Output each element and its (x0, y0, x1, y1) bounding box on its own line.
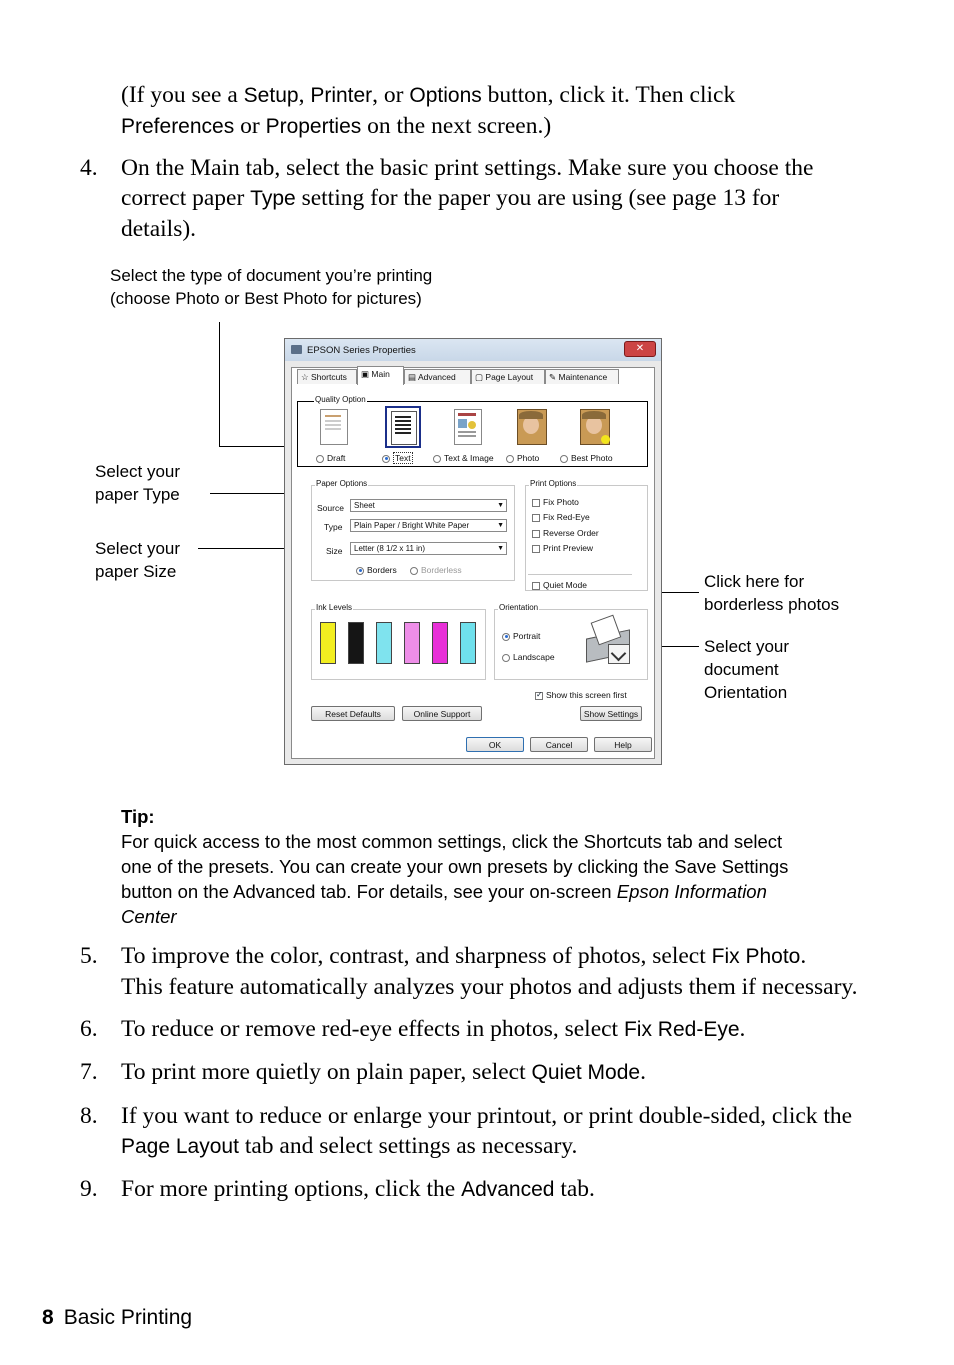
divider (528, 574, 632, 575)
section-title: Basic Printing (63, 1306, 193, 1329)
quality-option-label: Quality Option (315, 395, 366, 404)
borderless-radio[interactable]: Borderless (410, 565, 462, 575)
draft-doc-icon (316, 409, 350, 447)
tip-heading: Tip: (121, 806, 155, 827)
radio-selected-icon (382, 455, 390, 463)
step-number: 9. (80, 1176, 98, 1202)
checkbox-icon (532, 545, 540, 553)
quality-radio-text-image[interactable]: Text & Image (433, 453, 494, 463)
radio-selected-icon (502, 633, 510, 641)
step-number: 4. (80, 155, 98, 181)
text-doc-icon (385, 406, 421, 448)
tab-shortcuts[interactable]: ☆ Shortcuts (297, 369, 357, 384)
step-number: 6. (80, 1016, 98, 1042)
print-options-label: Print Options (530, 479, 577, 488)
ink-cartridge-bar (432, 622, 448, 664)
quality-option-group (297, 395, 648, 467)
checkbox-checked-icon (535, 692, 543, 700)
quality-radio-text[interactable]: Text (382, 453, 413, 463)
page-footer (42, 1306, 192, 1330)
printer-orientation-icon (580, 616, 636, 668)
advanced-icon: ▤ (408, 372, 417, 382)
paper-options-group (311, 479, 515, 581)
epson-properties-dialog (284, 338, 662, 765)
ink-cartridge-bar (460, 622, 476, 664)
cancel-button[interactable]: Cancel (530, 737, 588, 752)
step-number: 7. (80, 1059, 98, 1085)
photo-icon (514, 409, 548, 447)
chevron-down-icon: ▼ (497, 545, 504, 552)
ink-cartridge-bar (404, 622, 420, 664)
callout-paper-type: Select your paper Type (95, 462, 181, 504)
tab-main[interactable]: ▣ Main (357, 366, 404, 385)
radio-icon (560, 455, 568, 463)
best-photo-icon (577, 409, 611, 447)
ok-button[interactable]: OK (466, 737, 524, 752)
step-number: 8. (80, 1103, 98, 1129)
help-button[interactable]: Help (594, 737, 652, 752)
step-number: 5. (80, 943, 98, 969)
dialog-body (291, 367, 655, 759)
quiet-mode-checkbox[interactable]: Quiet Mode (532, 580, 587, 590)
text-image-doc-icon (450, 409, 484, 447)
ink-cartridge-bar (320, 622, 336, 664)
radio-selected-icon (356, 567, 364, 575)
portrait-radio[interactable]: Portrait (502, 631, 540, 641)
tab-page-layout[interactable]: ▢ Page Layout (471, 369, 545, 384)
orientation-group (494, 603, 648, 680)
reverse-order-checkbox[interactable]: Reverse Order (532, 528, 599, 538)
online-support-button[interactable]: Online Support (402, 706, 482, 721)
radio-icon (502, 654, 510, 662)
quality-radio-draft[interactable]: Draft (316, 453, 345, 463)
orientation-label: Orientation (499, 603, 539, 612)
page-icon: ▢ (475, 372, 484, 382)
leader-line-doc-type-vertical (219, 322, 220, 446)
radio-icon (316, 455, 324, 463)
ink-levels-label: Ink Levels (316, 603, 353, 612)
show-settings-button[interactable]: Show Settings (580, 706, 642, 721)
fix-photo-checkbox[interactable]: Fix Photo (532, 497, 579, 507)
chevron-down-icon: ▼ (497, 522, 504, 529)
type-select[interactable]: Plain Paper / Bright White Paper ▼ (350, 519, 507, 532)
wrench-icon: ✎ (549, 372, 557, 382)
checkbox-icon (532, 582, 540, 590)
paper-options-label: Paper Options (316, 479, 368, 488)
dialog-titlebar (285, 339, 661, 361)
source-select[interactable]: Sheet ▼ (350, 499, 507, 512)
type-label: Type (324, 522, 343, 532)
source-label: Source (317, 503, 344, 513)
quality-radio-best-photo[interactable]: Best Photo (560, 453, 613, 463)
tip-box (121, 804, 881, 929)
quality-radio-photo[interactable]: Photo (506, 453, 539, 463)
printer-icon (291, 345, 302, 354)
intro-paragraph: (If you see a Setup, Printer, or Options button, click it. Then click Preferences or Properties on the next screen.) (121, 82, 736, 139)
tip-text: For quick access to the most common settings, click the Shortcuts tab and select one of the presets. You can create your own presets by clicking the Save Settings button on the Advanced tab. For details, see your on-screen Epson Information Center (121, 831, 789, 927)
printer-small-icon: ▣ (361, 369, 370, 379)
page-number: 8 (42, 1306, 54, 1329)
fix-red-eye-checkbox[interactable]: Fix Red-Eye (532, 512, 590, 522)
close-button[interactable]: ✕ (624, 341, 656, 357)
chevron-down-icon: ▼ (497, 502, 504, 509)
size-select[interactable]: Letter (8 1/2 x 11 in) ▼ (350, 542, 507, 555)
radio-icon (410, 567, 418, 575)
radio-icon (433, 455, 441, 463)
print-options-group (525, 479, 648, 591)
callout-document-type: Select the type of document you’re printing (choose Photo or Best Photo for pictures) (110, 266, 433, 308)
ink-cartridge-bar (376, 622, 392, 664)
star-icon: ☆ (301, 372, 309, 382)
checkbox-icon (532, 499, 540, 507)
checkbox-icon (532, 514, 540, 522)
borders-radio[interactable]: Borders (356, 565, 397, 575)
callout-paper-size: Select your paper Size (95, 539, 181, 581)
ink-cartridge-bar (348, 622, 364, 664)
size-label: Size (326, 546, 343, 556)
reset-defaults-button[interactable]: Reset Defaults (311, 706, 395, 721)
tab-advanced[interactable]: ▤ Advanced (404, 369, 471, 384)
dialog-title: EPSON Series Properties (307, 345, 416, 356)
radio-icon (506, 455, 514, 463)
landscape-radio[interactable]: Landscape (502, 652, 555, 662)
ink-levels-group (311, 603, 486, 680)
tab-maintenance[interactable]: ✎ Maintenance (545, 369, 619, 384)
checkbox-icon (532, 530, 540, 538)
show-screen-checkbox[interactable]: ✓Show this screen first (535, 690, 627, 700)
callout-orientation: Select your document Orientation (704, 637, 790, 702)
callout-borderless: Click here for borderless photos (704, 572, 840, 614)
print-preview-checkbox[interactable]: Print Preview (532, 543, 593, 553)
